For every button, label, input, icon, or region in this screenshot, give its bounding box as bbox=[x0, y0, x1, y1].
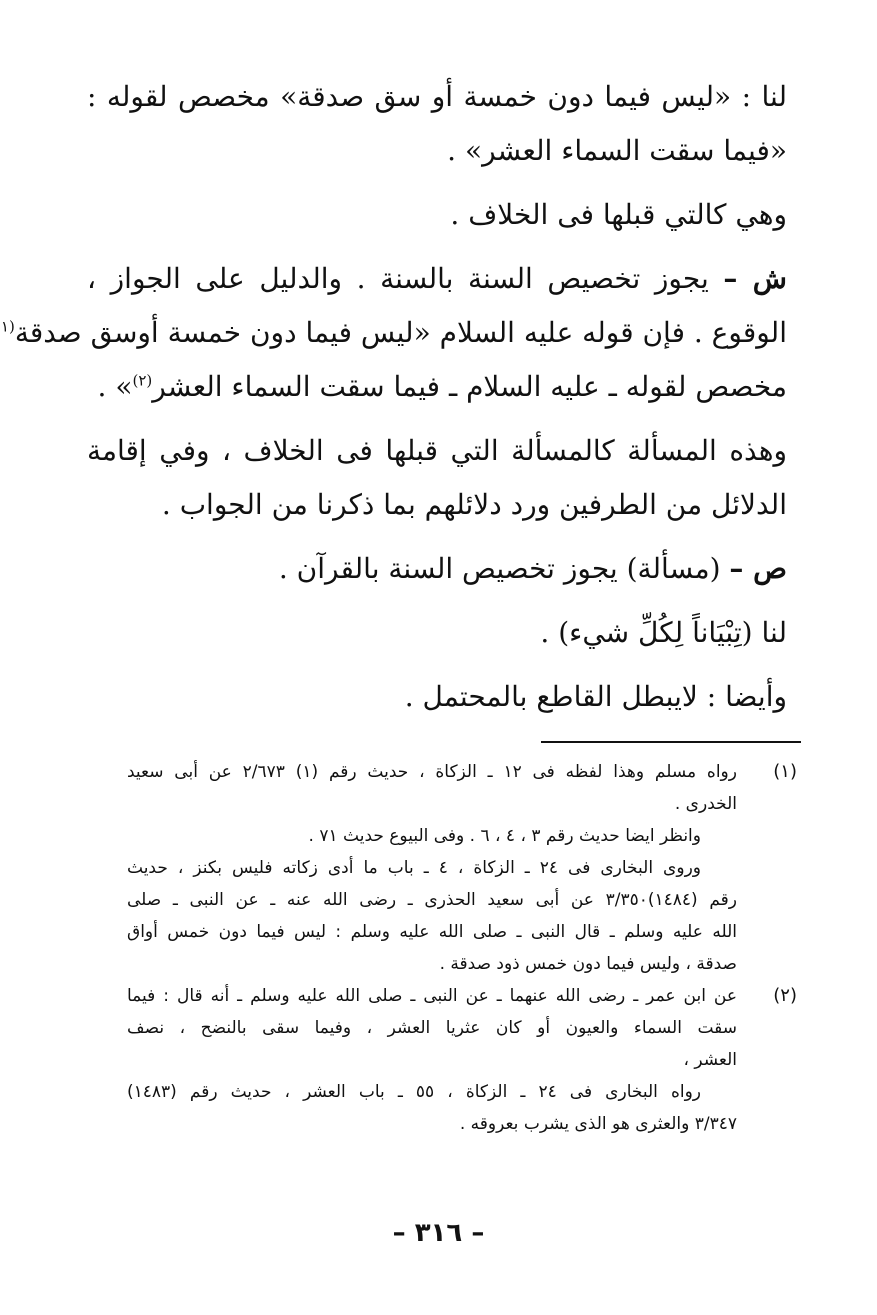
footnote-ref[interactable]: (١ bbox=[0, 317, 15, 336]
footnote-line: وانظر ايضا حديث رقم ٣ ، ٤ ، ٦ . وفى البيوع حديث ٧١ . bbox=[308, 826, 701, 846]
section-marker: ص – bbox=[729, 552, 787, 585]
footnote-divider bbox=[541, 741, 801, 743]
paragraph-line: «فيما سقت السماء العشر» . bbox=[447, 134, 787, 167]
text-segment: يجوز تخصيص السنة بالسنة . والدليل على الجواز ، bbox=[87, 262, 724, 295]
paragraph-line bbox=[0, 306, 787, 360]
footnote-line: رواه البخارى فى ٢٤ ـ الزكاة ، ٥٥ ـ باب العشر ، حديث رقم (١٤٨٣) bbox=[127, 1082, 702, 1102]
text-segment: (مسألة) يجوز تخصيص السنة بالقرآن . bbox=[278, 552, 730, 585]
page-number: – ٣١٦ – bbox=[392, 1218, 485, 1248]
footnote-line: وروى البخارى فى ٢٤ ـ الزكاة ، ٤ ـ باب ما أدى زكاته فليس بكنز ، حديث bbox=[127, 858, 701, 878]
paragraph-line: وهذه المسألة كالمسألة التي قبلها فى الخلاف ، وفي إقامة bbox=[87, 434, 787, 467]
paragraph-line: الدلائل من الطرفين ورد دلائلهم بما ذكرنا من الجواب . bbox=[161, 488, 787, 521]
footnote-line: الله عليه وسلم ـ قال النبى ـ صلى الله عليه وسلم : ليس فيما دون خمس أواق bbox=[127, 922, 737, 942]
paragraph-line bbox=[87, 542, 787, 596]
text-segment: مخصص لقوله ـ عليه السلام ـ فيما سقت السماء العشر bbox=[152, 370, 787, 403]
footnote-line: سقت السماء والعيون أو كان عثريا العشر ، وفيما سقى بالنضح ، نصف bbox=[127, 1018, 737, 1038]
footnote-number: (٢) bbox=[773, 985, 797, 1006]
footnote-line: العشر ، bbox=[683, 1050, 737, 1070]
paragraph-line bbox=[87, 252, 787, 306]
text-segment: الوقوع . فإن قوله عليه السلام «ليس فيما دون خمسة أوسق صدقة bbox=[14, 316, 787, 349]
footnote-line: رقم (١٤٨٤)٣/٣٥٠ عن أبى سعيد الحذرى ـ رضى الله عنه ـ عن النبى ـ صلى bbox=[127, 890, 737, 910]
footnote-line: ٣/٣٤٧ والعثرى هو الذى يشرب بعروقه . bbox=[459, 1114, 737, 1134]
footnote-line: عن ابن عمر ـ رضى الله عنهما ـ عن النبى ـ صلى الله عليه وسلم ـ أنه قال : فيما bbox=[127, 986, 737, 1006]
paragraph-line: لنا (تِبْيَاناً لِكُلِّ شيء) . bbox=[540, 616, 787, 649]
footnote-line: الخدرى . bbox=[674, 794, 737, 814]
paragraph-line: وهي كالتي قبلها فى الخلاف . bbox=[450, 198, 787, 231]
footnote-line: رواه مسلم وهذا لفظه فى ١٢ ـ الزكاة ، حديث رقم (١) ٢/٦٧٣ عن أبى سعيد bbox=[127, 762, 737, 782]
footnote-line: صدقة ، وليس فيما دون خمس ذود صدقة . bbox=[439, 954, 737, 974]
footnote-ref[interactable]: (٢) bbox=[132, 371, 153, 390]
paragraph-line: لنا : «ليس فيما دون خمسة أو سق صدقة» مخصص لقوله : bbox=[87, 80, 787, 113]
footnote-number: (١) bbox=[773, 761, 797, 782]
footnote bbox=[127, 980, 797, 1140]
footnote bbox=[127, 756, 797, 980]
main-text bbox=[0, 70, 787, 724]
text-segment: » . bbox=[97, 370, 133, 403]
paragraph-line: وأيضا : لايبطل القاطع بالمحتمل . bbox=[404, 680, 787, 713]
footnotes bbox=[127, 756, 797, 1140]
paragraph-line bbox=[87, 360, 787, 414]
section-marker: ش – bbox=[723, 262, 787, 295]
